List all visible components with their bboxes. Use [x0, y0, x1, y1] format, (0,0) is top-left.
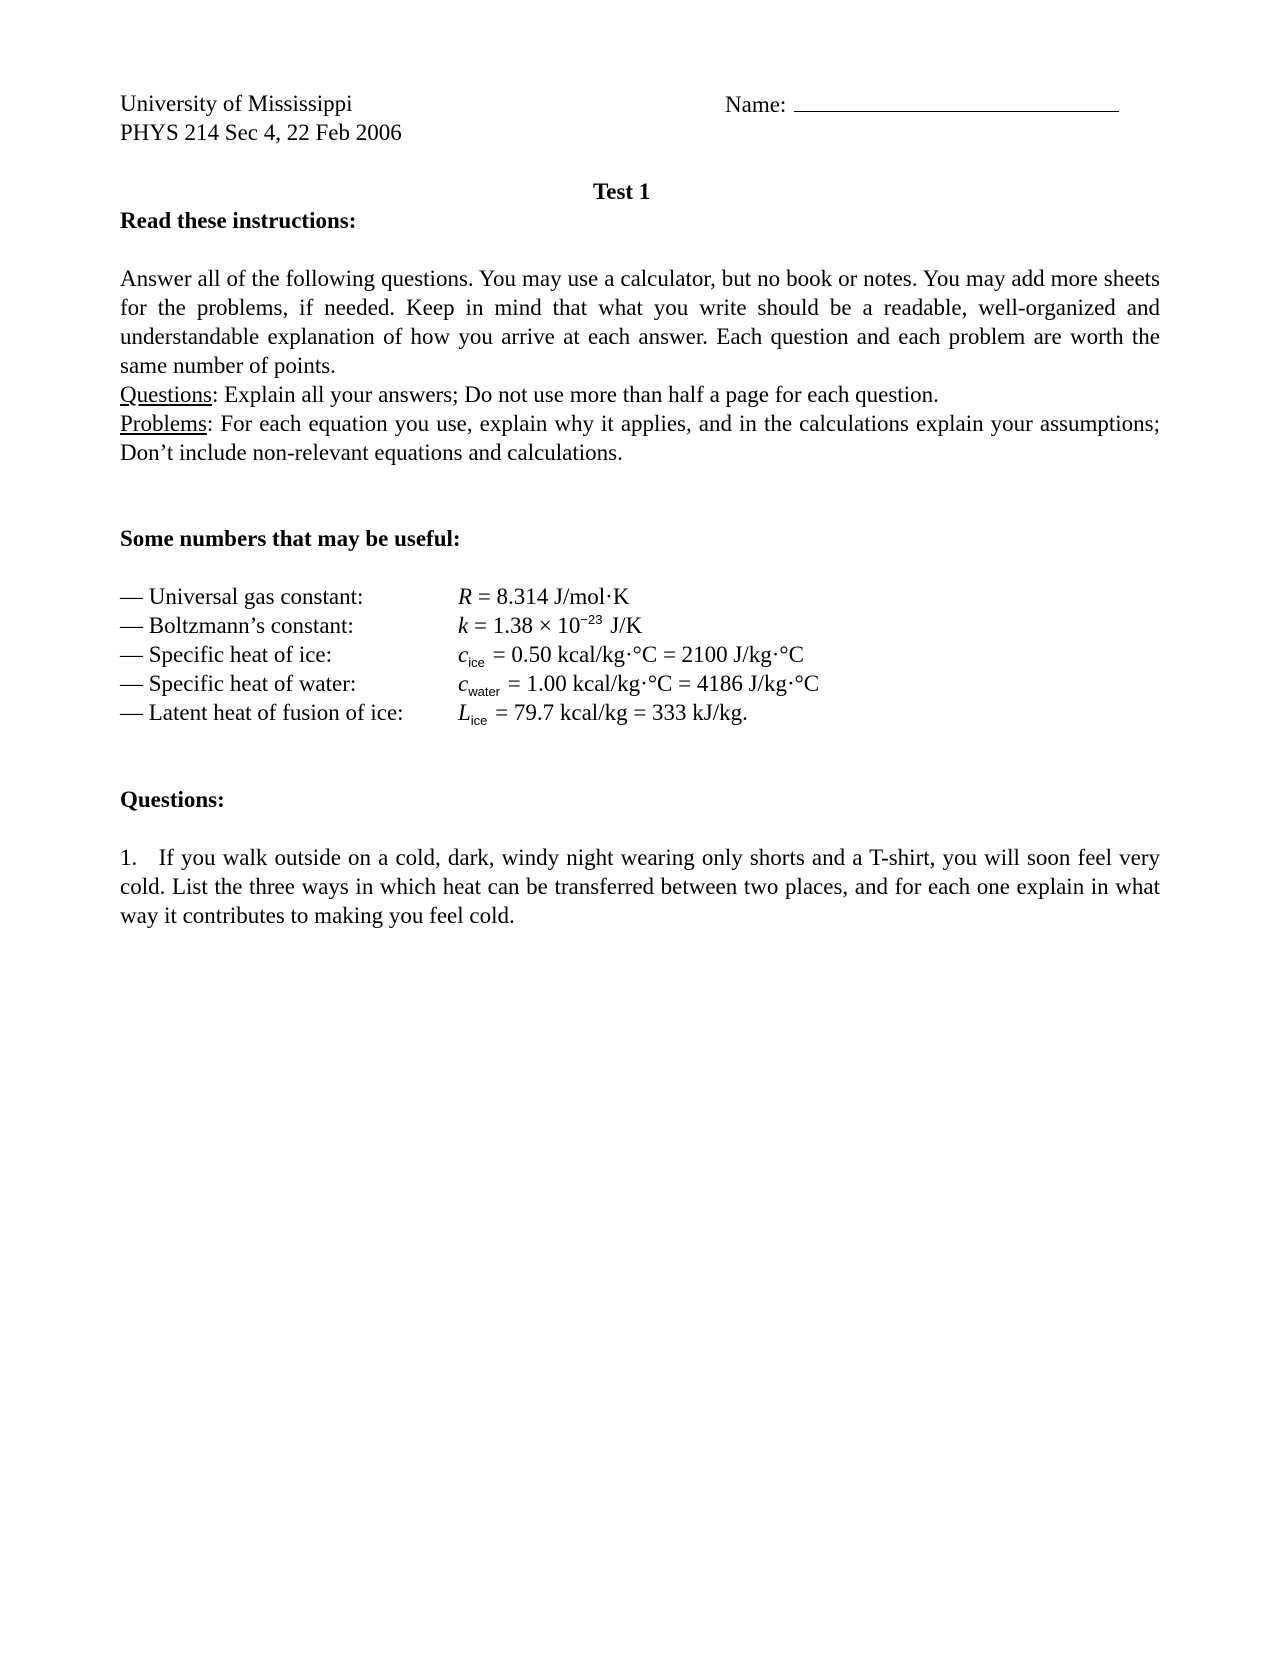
constant-value-text: = 1.38 × 10 [468, 613, 581, 638]
name-label: Name: [725, 92, 787, 117]
constant-value [458, 582, 629, 611]
constant-value [458, 669, 819, 701]
constant-label: — Latent heat of fusion of ice: [120, 700, 404, 725]
constant-symbol: L [458, 700, 471, 725]
questions-instruction [120, 380, 1160, 409]
name-blank-line[interactable] [794, 89, 1119, 112]
constant-label: — Boltzmann’s constant: [120, 613, 354, 638]
constant-value [458, 640, 804, 672]
constant-value-text: = 1.00 kcal/kg·°C = 4186 J/kg·°C [502, 671, 820, 696]
constant-value-text: = 79.7 kcal/kg = 333 kJ/kg. [489, 700, 748, 725]
question-item [120, 843, 1160, 930]
problems-instruction-text: : For each equation you use, explain why it applies, and in the calculations explain your assumptions; Don’t include non-relevant equations and calculations. [120, 411, 1160, 465]
questions-heading: Questions: [120, 787, 225, 812]
problems-instruction [120, 409, 1160, 467]
constant-subscript: water [468, 684, 501, 699]
constant-subscript: ice [468, 655, 485, 670]
constant-value [458, 698, 748, 730]
test-title: Test 1 [593, 179, 651, 204]
questions-instruction-text: : Explain all your answers; Do not use more than half a page for each question. [212, 382, 939, 407]
constant-label: — Specific heat of ice: [120, 642, 333, 667]
constant-subscript: ice [470, 713, 488, 728]
constants-heading: Some numbers that may be useful: [120, 526, 461, 551]
instructions-heading: Read these instructions: [120, 208, 357, 233]
course-info: PHYS 214 Sec 4, 22 Feb 2006 [120, 120, 402, 145]
instructions-paragraph: Answer all of the following questions. You may use a calculator, but no book or notes. You may add more sheets for the problems, if needed. Keep in mind that what you write should be a readable, well-organized and understandable explanation of how you arrive at each answer. Each question and each problem are worth the same number of points. [120, 266, 1160, 378]
constant-label: — Universal gas constant: [120, 584, 364, 609]
problems-instruction-label: Problems [120, 411, 207, 436]
constant-value-unit: J/K [604, 613, 643, 638]
constant-exponent: −23 [580, 612, 603, 627]
name-field[interactable] [725, 89, 1119, 119]
constant-value-text: = 8.314 J/mol·K [472, 584, 630, 609]
constant-symbol: k [458, 613, 469, 638]
constant-symbol: R [458, 584, 473, 609]
constant-label: — Specific heat of water: [120, 671, 357, 696]
constant-symbol: c [458, 671, 469, 696]
constant-value-text: = 0.50 kcal/kg·°C = 2100 J/kg·°C [486, 642, 804, 667]
university-name: University of Mississippi [120, 91, 353, 116]
constant-symbol: c [458, 642, 469, 667]
instructions-block [120, 264, 1160, 467]
question-number: 1. [120, 845, 138, 870]
questions-instruction-label: Questions [120, 382, 212, 407]
constant-value [458, 611, 642, 643]
question-text: If you walk outside on a cold, dark, windy night wearing only shorts and a T-shirt, you will soon feel very cold. List the three ways in which heat can be transferred between two places, and for each one explain in what way it contributes to making you feel cold. [120, 845, 1160, 928]
